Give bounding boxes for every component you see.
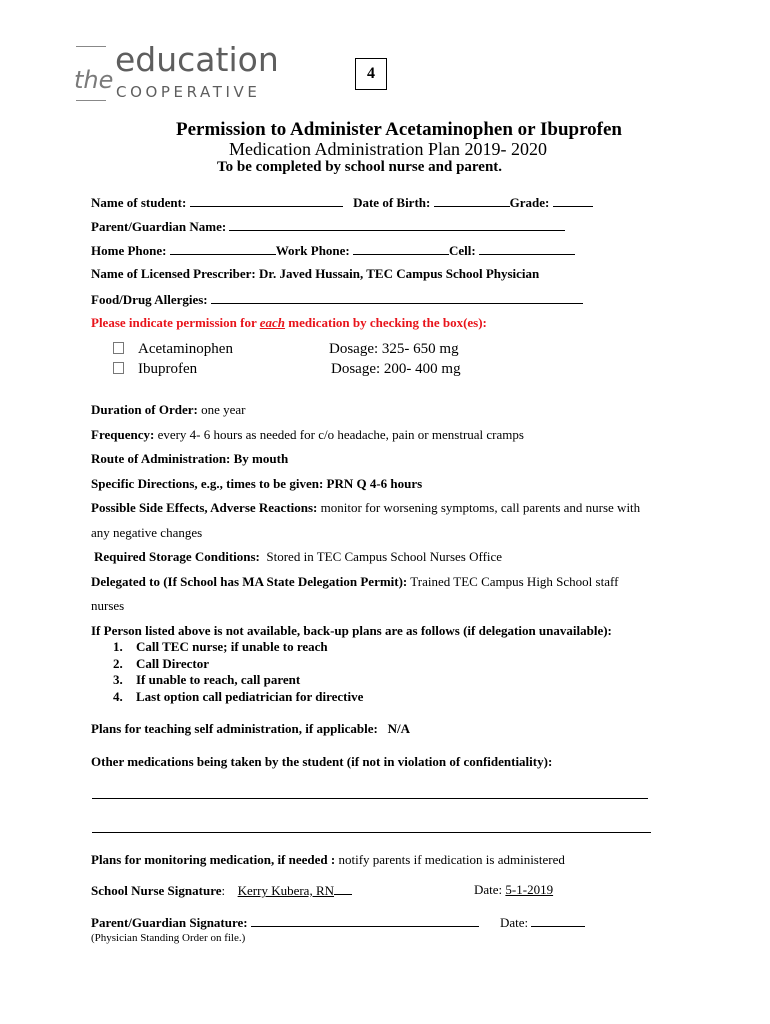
self-admin-row: Plans for teaching self administration, if applicable: N/A	[91, 721, 410, 736]
backup-item-text: Call Director	[136, 655, 210, 671]
dob-label: Date of Birth:	[353, 195, 431, 210]
parent-signature-label: Parent/Guardian Signature:	[91, 915, 248, 930]
page-title: Permission to Administer Acetaminophen or Ibuprofen	[176, 119, 622, 140]
allergies-label: Food/Drug Allergies:	[91, 292, 208, 307]
monitoring-label: Plans for monitoring medication, if needed :	[91, 852, 336, 867]
medication-dosage: Dosage: 200- 400 mg	[331, 361, 461, 377]
name-label: Name of student:	[91, 195, 187, 210]
page-number: 4	[367, 65, 375, 82]
logo-rule-bottom	[76, 100, 106, 101]
parent-date-field[interactable]	[531, 914, 585, 927]
cell-field[interactable]	[479, 242, 575, 255]
medication-name: Ibuprofen	[138, 361, 198, 377]
storage-row	[94, 549, 502, 565]
directions-row: Specific Directions, e.g., times to be given: PRN Q 4-6 hours	[91, 476, 423, 491]
allergies-row	[91, 291, 583, 308]
allergies-field[interactable]	[211, 291, 583, 304]
parent-signature-row	[91, 914, 479, 931]
side-effects-label: Possible Side Effects, Adverse Reactions:	[91, 500, 318, 515]
logo-rule-top	[76, 46, 106, 47]
backup-heading: If Person listed above is not available, back-up plans are as follows (if delegation unavailable):	[91, 623, 612, 638]
delegated-label: Delegated to (If School has MA State Delegation Permit):	[91, 574, 408, 589]
parent-date-label: Date:	[500, 915, 529, 930]
backup-item: 2. Call Director	[113, 655, 210, 671]
other-meds-row: Other medications being taken by the student (if not in violation of confidentiality):	[91, 754, 553, 769]
duration-value: one year	[197, 402, 246, 417]
backup-list	[113, 639, 363, 705]
nurse-signature-underline	[334, 882, 352, 895]
parent-field[interactable]	[229, 218, 565, 231]
parent-signature-field[interactable]	[251, 914, 479, 927]
dob-field[interactable]	[434, 194, 510, 207]
permission-emph: each	[259, 315, 286, 330]
frequency-value: every 4- 6 hours as needed for c/o headache, pain or menstrual cramps	[154, 427, 524, 442]
name-field[interactable]	[190, 194, 343, 207]
parent-row	[91, 218, 565, 235]
student-info-row	[91, 194, 593, 211]
delegated-row	[91, 574, 618, 590]
prescriber-row	[91, 266, 539, 282]
logo-education: education	[115, 40, 279, 79]
storage-label: Required Storage Conditions:	[94, 549, 260, 564]
duration-label: Duration of Order:	[91, 402, 198, 417]
permission-prefix: Please indicate permission for	[91, 315, 260, 330]
nurse-date-row	[474, 882, 553, 898]
permission-instruction	[91, 315, 487, 331]
nurse-signature-row	[91, 882, 352, 899]
other-meds-line-1[interactable]	[92, 798, 648, 799]
instruction: To be completed by school nurse and parent.	[217, 159, 503, 175]
logo	[70, 38, 300, 108]
backup-item: 4. Last option call pediatrician for directive	[113, 688, 364, 704]
home-phone-label: Home Phone:	[91, 243, 167, 258]
nurse-signature-label: School Nurse Signature	[91, 883, 222, 898]
nurse-signature-value[interactable]: Kerry Kubera, RN	[237, 883, 335, 898]
work-phone-field[interactable]	[353, 242, 449, 255]
medication-row	[113, 341, 233, 358]
grade-label: Grade:	[509, 195, 550, 210]
monitoring-row	[91, 852, 565, 868]
logo-the: the	[74, 66, 114, 94]
work-phone-label: Work Phone:	[275, 243, 350, 258]
logo-cooperative: COOPERATIVE	[116, 83, 261, 101]
medication-row	[113, 361, 197, 378]
delegated-value: Trained TEC Campus High School staff	[407, 574, 619, 589]
acetaminophen-checkbox[interactable]	[113, 342, 124, 354]
nurse-date-label: Date:	[474, 882, 506, 897]
frequency-label: Frequency:	[91, 427, 155, 442]
prescriber-label: Name of Licensed Prescriber:	[91, 266, 256, 281]
permission-suffix: medication by checking the box(es):	[285, 315, 487, 330]
delegated-continued: nurses	[91, 598, 125, 613]
side-effects-continued: any negative changes	[91, 525, 203, 540]
phone-row	[91, 242, 575, 259]
cell-label: Cell:	[449, 243, 476, 258]
side-effects-row	[91, 500, 640, 516]
frequency-row	[91, 427, 524, 443]
backup-item-text: Last option call pediatrician for directive	[136, 688, 364, 704]
home-phone-field[interactable]	[170, 242, 276, 255]
ibuprofen-checkbox[interactable]	[113, 362, 124, 374]
route-row: Route of Administration: By mouth	[91, 451, 289, 466]
backup-item-text: Call TEC nurse; if unable to reach	[136, 639, 328, 654]
medication-name: Acetaminophen	[138, 341, 233, 357]
grade-field[interactable]	[553, 194, 593, 207]
footnote: (Physician Standing Order on file.)	[91, 932, 246, 944]
storage-value: Stored in TEC Campus School Nurses Office	[259, 549, 503, 564]
parent-date-row	[500, 914, 585, 931]
duration-row	[91, 402, 246, 418]
backup-item-text: If unable to reach, call parent	[136, 672, 301, 687]
monitoring-value: notify parents if medication is administered	[335, 852, 565, 867]
page-subtitle: Medication Administration Plan 2019- 2020	[229, 139, 547, 159]
page-number-box	[355, 58, 387, 90]
backup-item: 3. If unable to reach, call parent	[113, 672, 301, 687]
backup-item: 1. Call TEC nurse; if unable to reach	[113, 639, 328, 654]
side-effects-value: monitor for worsening symptoms, call parents and nurse with	[317, 500, 641, 515]
other-meds-line-2[interactable]	[92, 832, 651, 833]
parent-label: Parent/Guardian Name:	[91, 219, 227, 234]
nurse-date-value[interactable]: 5-1-2019	[505, 882, 554, 897]
nurse-signature-colon: :	[221, 883, 226, 898]
prescriber-value: Dr. Javed Hussain, TEC Campus School Physician	[258, 266, 540, 281]
medication-dosage: Dosage: 325- 650 mg	[329, 341, 459, 357]
